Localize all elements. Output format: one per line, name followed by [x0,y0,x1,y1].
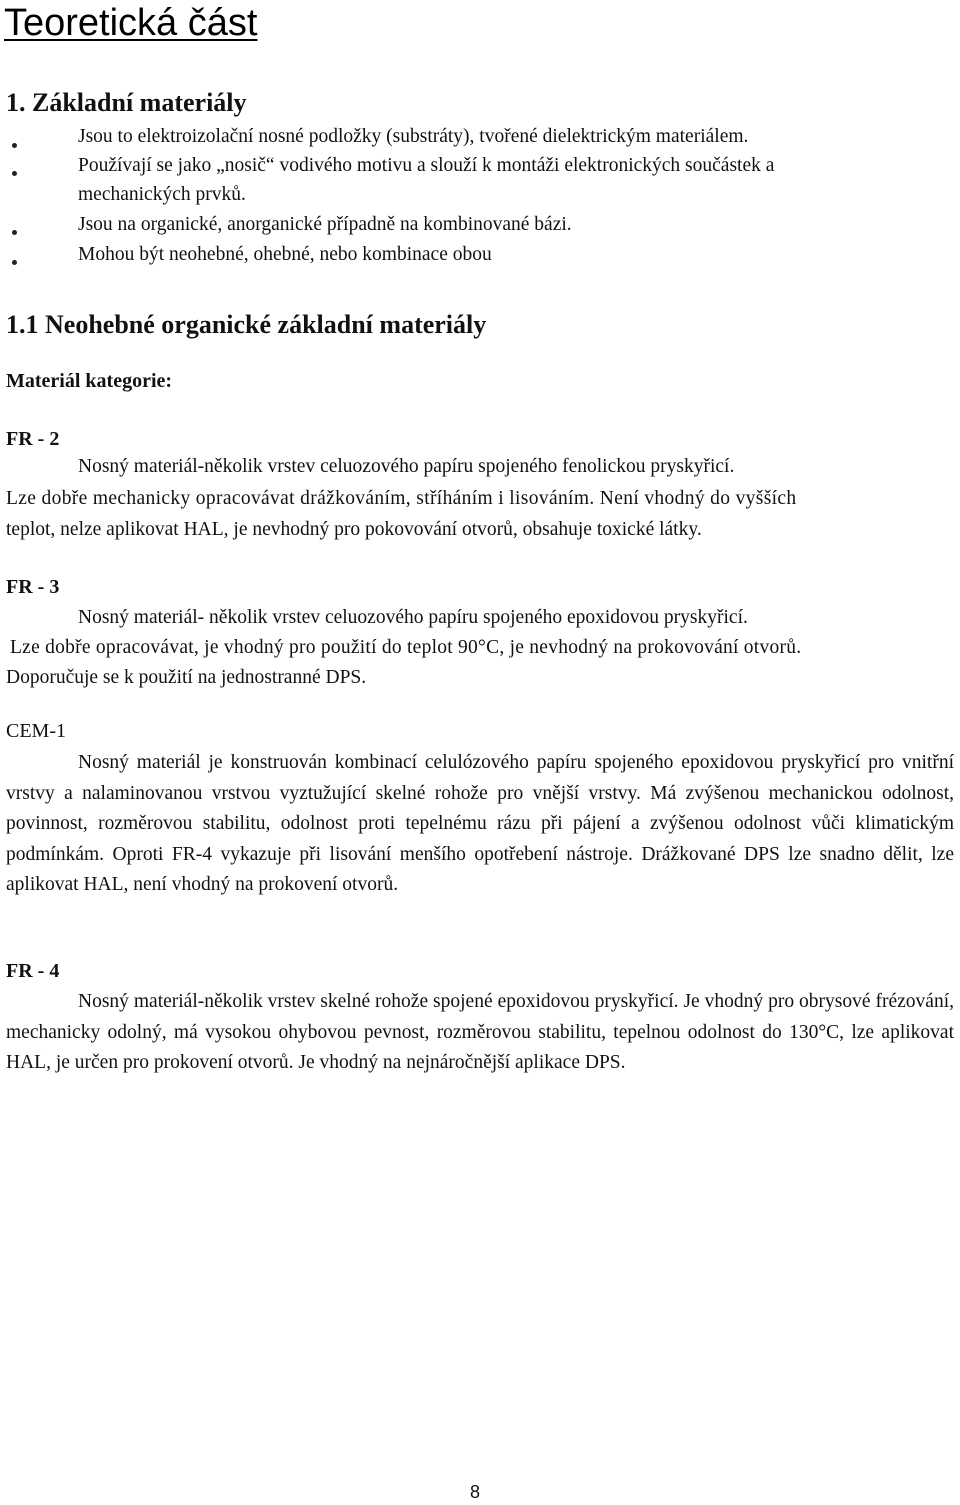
category-label: Materiál kategorie: [6,370,173,392]
bullet-dot-icon [12,143,17,148]
fr3-label: FR - 3 [6,576,60,598]
list-item: Používají se jako „nosič“ vodivého motivu a slouží k montáži elektronických součástek a [78,155,775,176]
fr3-line-2: Lze dobře opracovávat, je vhodný pro použití do teplot 90°C, je nevhodný na prokovování otvorů. [10,637,802,658]
cem1-paragraph [6,748,954,901]
fr2-label: FR - 2 [6,428,60,450]
fr2-line-1: Nosný materiál-několik vrstev celuozového papíru spojeného fenolickou pryskyřicí. [78,456,735,477]
page-number: 8 [470,1482,481,1502]
fr2-line-2: Lze dobře mechanicky opracovávat drážkováním, stříháním i lisováním. Není vhodný do vyšších [6,488,797,509]
bullet-dot-icon [12,230,17,235]
fr4-label: FR - 4 [6,960,60,982]
list-item: Mohou být neohebné, ohebné, nebo kombinace obou [78,244,492,265]
section-1-heading: 1. Základní materiály [6,88,247,117]
cem1-text: Nosný materiál je konstruován kombinací celulózového papíru spojeného epoxidovou pryskyřicí pro vnitřní vrstvy a nalaminovanou vrstvou vyztužující skelné rohože pro vnější vrstvy. Má zvýšenou mechanickou odolnost, povinnost, rozměrovou stabilitu, odolnost proti tepelnému rázu při pájení a zvýšenou odolnost vůči klimatickým podmínkám. Oproti FR-4 vykazuje při lisování menšího opotřebení nástroje. Drážkované DPS lze snadno dělit, lze aplikovat HAL, není vhodný na prokovení otvorů. [6,752,954,895]
fr2-line-3: teplot, nelze aplikovat HAL, je nevhodný pro pokovování otvorů, obsahuje toxické látky. [6,519,702,540]
fr3-line-3: Doporučuje se k použití na jednostranné DPS. [6,667,367,688]
list-item-continuation: mechanických prvků. [78,184,246,205]
bullet-dot-icon [12,260,17,265]
list-item: Jsou to elektroizolační nosné podložky (substráty), tvořené dielektrickým materiálem. [78,126,749,147]
list-item: Jsou na organické, anorganické případně na kombinované bázi. [78,214,572,235]
page-title: Teoretická část [4,2,258,44]
cem1-label: CEM-1 [6,720,66,742]
section-1-1-heading: 1.1 Neohebné organické základní materiály [6,310,487,339]
fr4-paragraph [6,987,954,1079]
bullet-dot-icon [12,171,17,176]
fr4-text: Nosný materiál-několik vrstev skelné rohože spojené epoxidovou pryskyřicí. Je vhodný pro obrysové frézování, mechanicky odolný, má vysokou ohybovou pevnost, rozměrovou stabilitu, tepelnou odolnost do 130°C, lze aplikovat HAL, je určen pro prokovení otvorů. Je vhodný na nejnáročnější aplikace DPS. [6,991,954,1073]
fr3-line-1: Nosný materiál- několik vrstev celuozového papíru spojeného epoxidovou pryskyřicí. [78,607,748,628]
